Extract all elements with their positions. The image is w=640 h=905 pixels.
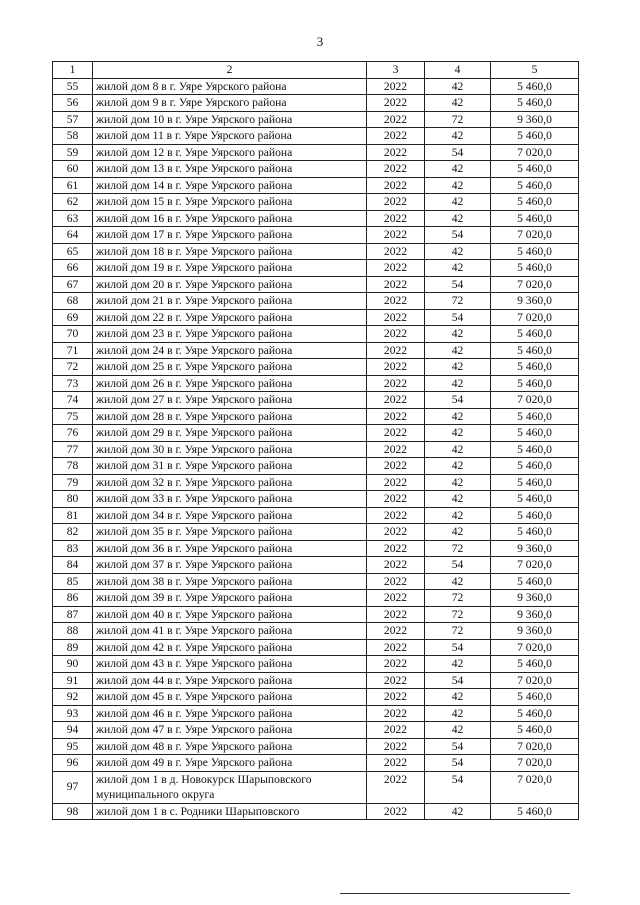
table-row <box>53 803 579 820</box>
table-row <box>53 540 579 557</box>
year-cell: 2022 <box>367 705 425 722</box>
amount-cell: 5 460,0 <box>491 441 579 458</box>
area-cell: 54 <box>425 144 491 161</box>
row-number: 76 <box>53 425 93 442</box>
column-header-2: 2 <box>93 62 367 79</box>
object-name: жилой дом 21 в г. Уяре Уярского района <box>93 293 367 310</box>
object-name: жилой дом 32 в г. Уяре Уярского района <box>93 474 367 491</box>
object-name: жилой дом 20 в г. Уяре Уярского района <box>93 276 367 293</box>
row-number: 59 <box>53 144 93 161</box>
table-row <box>53 441 579 458</box>
table-row <box>53 276 579 293</box>
area-cell: 42 <box>425 128 491 145</box>
amount-cell: 5 460,0 <box>491 326 579 343</box>
amount-cell: 7 020,0 <box>491 771 579 803</box>
amount-cell: 5 460,0 <box>491 177 579 194</box>
row-number: 62 <box>53 194 93 211</box>
row-number: 57 <box>53 111 93 128</box>
object-name: жилой дом 49 в г. Уяре Уярского района <box>93 755 367 772</box>
object-name: жилой дом 42 в г. Уяре Уярского района <box>93 639 367 656</box>
year-cell: 2022 <box>367 227 425 244</box>
year-cell: 2022 <box>367 95 425 112</box>
row-number: 64 <box>53 227 93 244</box>
amount-cell: 5 460,0 <box>491 507 579 524</box>
table-row <box>53 639 579 656</box>
amount-cell: 5 460,0 <box>491 573 579 590</box>
table-row <box>53 722 579 739</box>
table-row <box>53 309 579 326</box>
year-cell: 2022 <box>367 161 425 178</box>
row-number: 77 <box>53 441 93 458</box>
year-cell: 2022 <box>367 573 425 590</box>
area-cell: 54 <box>425 276 491 293</box>
area-cell: 42 <box>425 375 491 392</box>
area-cell: 54 <box>425 771 491 803</box>
amount-cell: 7 020,0 <box>491 392 579 409</box>
amount-cell: 5 460,0 <box>491 656 579 673</box>
area-cell: 42 <box>425 210 491 227</box>
area-cell: 42 <box>425 474 491 491</box>
table-header-row <box>53 62 579 79</box>
year-cell: 2022 <box>367 639 425 656</box>
amount-cell: 5 460,0 <box>491 705 579 722</box>
row-number: 61 <box>53 177 93 194</box>
area-cell: 42 <box>425 689 491 706</box>
object-name: жилой дом 46 в г. Уяре Уярского района <box>93 705 367 722</box>
year-cell: 2022 <box>367 590 425 607</box>
area-cell: 42 <box>425 359 491 376</box>
amount-cell: 5 460,0 <box>491 161 579 178</box>
object-name: жилой дом 17 в г. Уяре Уярского района <box>93 227 367 244</box>
year-cell: 2022 <box>367 210 425 227</box>
amount-cell: 5 460,0 <box>491 375 579 392</box>
row-number: 85 <box>53 573 93 590</box>
amount-cell: 7 020,0 <box>491 144 579 161</box>
amount-cell: 5 460,0 <box>491 128 579 145</box>
table-row <box>53 425 579 442</box>
area-cell: 42 <box>425 161 491 178</box>
area-cell: 54 <box>425 227 491 244</box>
table-row <box>53 95 579 112</box>
row-number: 93 <box>53 705 93 722</box>
row-number: 70 <box>53 326 93 343</box>
object-name: жилой дом 29 в г. Уяре Уярского района <box>93 425 367 442</box>
table-row <box>53 359 579 376</box>
table-row <box>53 144 579 161</box>
object-name: жилой дом 26 в г. Уяре Уярского района <box>93 375 367 392</box>
amount-cell: 7 020,0 <box>491 755 579 772</box>
area-cell: 42 <box>425 243 491 260</box>
year-cell: 2022 <box>367 672 425 689</box>
year-cell: 2022 <box>367 276 425 293</box>
object-name: жилой дом 22 в г. Уяре Уярского района <box>93 309 367 326</box>
amount-cell: 5 460,0 <box>491 260 579 277</box>
year-cell: 2022 <box>367 656 425 673</box>
table-row <box>53 606 579 623</box>
object-name: жилой дом 36 в г. Уяре Уярского района <box>93 540 367 557</box>
amount-cell: 5 460,0 <box>491 359 579 376</box>
area-cell: 42 <box>425 95 491 112</box>
amount-cell: 5 460,0 <box>491 408 579 425</box>
year-cell: 2022 <box>367 557 425 574</box>
table-row <box>53 474 579 491</box>
row-number: 71 <box>53 342 93 359</box>
area-cell: 54 <box>425 557 491 574</box>
row-number: 55 <box>53 78 93 95</box>
object-name: жилой дом 19 в г. Уяре Уярского района <box>93 260 367 277</box>
year-cell: 2022 <box>367 375 425 392</box>
amount-cell: 5 460,0 <box>491 243 579 260</box>
column-header-1: 1 <box>53 62 93 79</box>
column-header-4: 4 <box>425 62 491 79</box>
row-number: 98 <box>53 803 93 820</box>
table-row <box>53 375 579 392</box>
table-row <box>53 738 579 755</box>
object-name: жилой дом 28 в г. Уяре Уярского района <box>93 408 367 425</box>
year-cell: 2022 <box>367 524 425 541</box>
table-row <box>53 128 579 145</box>
table-row <box>53 243 579 260</box>
year-cell: 2022 <box>367 540 425 557</box>
table-row <box>53 111 579 128</box>
object-name: жилой дом 14 в г. Уяре Уярского района <box>93 177 367 194</box>
amount-cell: 7 020,0 <box>491 276 579 293</box>
table-row <box>53 293 579 310</box>
amount-cell: 7 020,0 <box>491 227 579 244</box>
amount-cell: 5 460,0 <box>491 425 579 442</box>
table-row <box>53 507 579 524</box>
table-row <box>53 573 579 590</box>
amount-cell: 7 020,0 <box>491 672 579 689</box>
object-name: жилой дом 33 в г. Уяре Уярского района <box>93 491 367 508</box>
object-name: жилой дом 40 в г. Уяре Уярского района <box>93 606 367 623</box>
row-number: 96 <box>53 755 93 772</box>
row-number: 88 <box>53 623 93 640</box>
object-name: жилой дом 9 в г. Уяре Уярского района <box>93 95 367 112</box>
table-row <box>53 623 579 640</box>
row-number: 84 <box>53 557 93 574</box>
year-cell: 2022 <box>367 738 425 755</box>
amount-cell: 9 360,0 <box>491 623 579 640</box>
amount-cell: 5 460,0 <box>491 689 579 706</box>
year-cell: 2022 <box>367 359 425 376</box>
row-number: 58 <box>53 128 93 145</box>
area-cell: 72 <box>425 540 491 557</box>
object-name: жилой дом 11 в г. Уяре Уярского района <box>93 128 367 145</box>
row-number: 75 <box>53 408 93 425</box>
area-cell: 42 <box>425 342 491 359</box>
object-name: жилой дом 47 в г. Уяре Уярского района <box>93 722 367 739</box>
year-cell: 2022 <box>367 326 425 343</box>
year-cell: 2022 <box>367 689 425 706</box>
table-row <box>53 326 579 343</box>
row-number: 94 <box>53 722 93 739</box>
year-cell: 2022 <box>367 260 425 277</box>
table-row <box>53 227 579 244</box>
area-cell: 42 <box>425 441 491 458</box>
object-name: жилой дом 24 в г. Уяре Уярского района <box>93 342 367 359</box>
table-row <box>53 672 579 689</box>
object-name: жилой дом 16 в г. Уяре Уярского района <box>93 210 367 227</box>
year-cell: 2022 <box>367 177 425 194</box>
table-row <box>53 557 579 574</box>
area-cell: 42 <box>425 260 491 277</box>
row-number: 80 <box>53 491 93 508</box>
amount-cell: 5 460,0 <box>491 78 579 95</box>
table-row <box>53 491 579 508</box>
area-cell: 72 <box>425 623 491 640</box>
area-cell: 54 <box>425 392 491 409</box>
area-cell: 72 <box>425 111 491 128</box>
object-name: жилой дом 25 в г. Уяре Уярского района <box>93 359 367 376</box>
amount-cell: 5 460,0 <box>491 474 579 491</box>
object-name: жилой дом 15 в г. Уяре Уярского района <box>93 194 367 211</box>
amount-cell: 7 020,0 <box>491 557 579 574</box>
area-cell: 54 <box>425 639 491 656</box>
area-cell: 42 <box>425 524 491 541</box>
amount-cell: 5 460,0 <box>491 342 579 359</box>
object-name: жилой дом 45 в г. Уяре Уярского района <box>93 689 367 706</box>
year-cell: 2022 <box>367 606 425 623</box>
row-number: 90 <box>53 656 93 673</box>
table-row <box>53 705 579 722</box>
object-name: жилой дом 41 в г. Уяре Уярского района <box>93 623 367 640</box>
table-row <box>53 392 579 409</box>
object-name: жилой дом 39 в г. Уяре Уярского района <box>93 590 367 607</box>
table-row <box>53 408 579 425</box>
object-name: жилой дом 1 в с. Родники Шарыповского <box>93 803 367 820</box>
table-body <box>53 78 579 820</box>
object-name: жилой дом 8 в г. Уяре Уярского района <box>93 78 367 95</box>
area-cell: 42 <box>425 507 491 524</box>
column-header-3: 3 <box>367 62 425 79</box>
row-number: 83 <box>53 540 93 557</box>
table-row <box>53 689 579 706</box>
table-row <box>53 755 579 772</box>
object-name: жилой дом 34 в г. Уяре Уярского района <box>93 507 367 524</box>
year-cell: 2022 <box>367 194 425 211</box>
footer-line <box>340 893 570 894</box>
year-cell: 2022 <box>367 507 425 524</box>
table-row <box>53 524 579 541</box>
object-name: жилой дом 10 в г. Уяре Уярского района <box>93 111 367 128</box>
row-number: 91 <box>53 672 93 689</box>
row-number: 72 <box>53 359 93 376</box>
amount-cell: 7 020,0 <box>491 639 579 656</box>
year-cell: 2022 <box>367 441 425 458</box>
area-cell: 54 <box>425 672 491 689</box>
area-cell: 54 <box>425 309 491 326</box>
year-cell: 2022 <box>367 803 425 820</box>
row-number: 68 <box>53 293 93 310</box>
object-name: жилой дом 12 в г. Уяре Уярского района <box>93 144 367 161</box>
table-row <box>53 771 579 803</box>
object-name: жилой дом 27 в г. Уяре Уярского района <box>93 392 367 409</box>
year-cell: 2022 <box>367 491 425 508</box>
row-number: 92 <box>53 689 93 706</box>
row-number: 97 <box>53 771 93 803</box>
amount-cell: 5 460,0 <box>491 194 579 211</box>
year-cell: 2022 <box>367 111 425 128</box>
row-number: 65 <box>53 243 93 260</box>
year-cell: 2022 <box>367 243 425 260</box>
amount-cell: 5 460,0 <box>491 210 579 227</box>
year-cell: 2022 <box>367 623 425 640</box>
year-cell: 2022 <box>367 408 425 425</box>
amount-cell: 5 460,0 <box>491 803 579 820</box>
area-cell: 42 <box>425 705 491 722</box>
amount-cell: 7 020,0 <box>491 738 579 755</box>
amount-cell: 9 360,0 <box>491 606 579 623</box>
area-cell: 72 <box>425 590 491 607</box>
area-cell: 54 <box>425 738 491 755</box>
housing-table <box>52 61 579 820</box>
object-name: жилой дом 43 в г. Уяре Уярского района <box>93 656 367 673</box>
amount-cell: 9 360,0 <box>491 540 579 557</box>
row-number: 87 <box>53 606 93 623</box>
amount-cell: 9 360,0 <box>491 111 579 128</box>
row-number: 69 <box>53 309 93 326</box>
table-row <box>53 177 579 194</box>
year-cell: 2022 <box>367 342 425 359</box>
area-cell: 42 <box>425 722 491 739</box>
area-cell: 42 <box>425 425 491 442</box>
object-name: жилой дом 31 в г. Уяре Уярского района <box>93 458 367 475</box>
table-row <box>53 458 579 475</box>
area-cell: 54 <box>425 755 491 772</box>
year-cell: 2022 <box>367 309 425 326</box>
row-number: 73 <box>53 375 93 392</box>
object-name: жилой дом 38 в г. Уяре Уярского района <box>93 573 367 590</box>
amount-cell: 5 460,0 <box>491 722 579 739</box>
area-cell: 42 <box>425 491 491 508</box>
object-name: жилой дом 18 в г. Уяре Уярского района <box>93 243 367 260</box>
year-cell: 2022 <box>367 293 425 310</box>
area-cell: 72 <box>425 606 491 623</box>
table-row <box>53 161 579 178</box>
amount-cell: 7 020,0 <box>491 309 579 326</box>
row-number: 56 <box>53 95 93 112</box>
table-row <box>53 656 579 673</box>
row-number: 63 <box>53 210 93 227</box>
table-row <box>53 342 579 359</box>
area-cell: 42 <box>425 78 491 95</box>
year-cell: 2022 <box>367 144 425 161</box>
row-number: 66 <box>53 260 93 277</box>
area-cell: 42 <box>425 326 491 343</box>
table-row <box>53 590 579 607</box>
amount-cell: 5 460,0 <box>491 491 579 508</box>
table-row <box>53 78 579 95</box>
row-number: 78 <box>53 458 93 475</box>
row-number: 86 <box>53 590 93 607</box>
area-cell: 42 <box>425 573 491 590</box>
object-name: жилой дом 1 в д. Новокурск Шарыповского муниципального округа <box>93 771 367 803</box>
area-cell: 72 <box>425 293 491 310</box>
amount-cell: 9 360,0 <box>491 293 579 310</box>
row-number: 74 <box>53 392 93 409</box>
area-cell: 42 <box>425 408 491 425</box>
area-cell: 42 <box>425 177 491 194</box>
year-cell: 2022 <box>367 722 425 739</box>
row-number: 82 <box>53 524 93 541</box>
object-name: жилой дом 30 в г. Уяре Уярского района <box>93 441 367 458</box>
object-name: жилой дом 48 в г. Уяре Уярского района <box>93 738 367 755</box>
row-number: 79 <box>53 474 93 491</box>
object-name: жилой дом 23 в г. Уяре Уярского района <box>93 326 367 343</box>
column-header-5: 5 <box>491 62 579 79</box>
object-name: жилой дом 37 в г. Уяре Уярского района <box>93 557 367 574</box>
year-cell: 2022 <box>367 474 425 491</box>
year-cell: 2022 <box>367 755 425 772</box>
row-number: 89 <box>53 639 93 656</box>
table-row <box>53 260 579 277</box>
row-number: 95 <box>53 738 93 755</box>
year-cell: 2022 <box>367 458 425 475</box>
year-cell: 2022 <box>367 425 425 442</box>
object-name: жилой дом 13 в г. Уяре Уярского района <box>93 161 367 178</box>
object-name: жилой дом 44 в г. Уяре Уярского района <box>93 672 367 689</box>
page-number: 3 <box>316 34 324 49</box>
amount-cell: 5 460,0 <box>491 524 579 541</box>
year-cell: 2022 <box>367 128 425 145</box>
area-cell: 42 <box>425 803 491 820</box>
area-cell: 42 <box>425 458 491 475</box>
year-cell: 2022 <box>367 78 425 95</box>
object-name: жилой дом 35 в г. Уяре Уярского района <box>93 524 367 541</box>
row-number: 81 <box>53 507 93 524</box>
row-number: 60 <box>53 161 93 178</box>
amount-cell: 5 460,0 <box>491 458 579 475</box>
table-row <box>53 210 579 227</box>
amount-cell: 9 360,0 <box>491 590 579 607</box>
year-cell: 2022 <box>367 392 425 409</box>
area-cell: 42 <box>425 656 491 673</box>
area-cell: 42 <box>425 194 491 211</box>
table-row <box>53 194 579 211</box>
year-cell: 2022 <box>367 771 425 803</box>
row-number: 67 <box>53 276 93 293</box>
amount-cell: 5 460,0 <box>491 95 579 112</box>
